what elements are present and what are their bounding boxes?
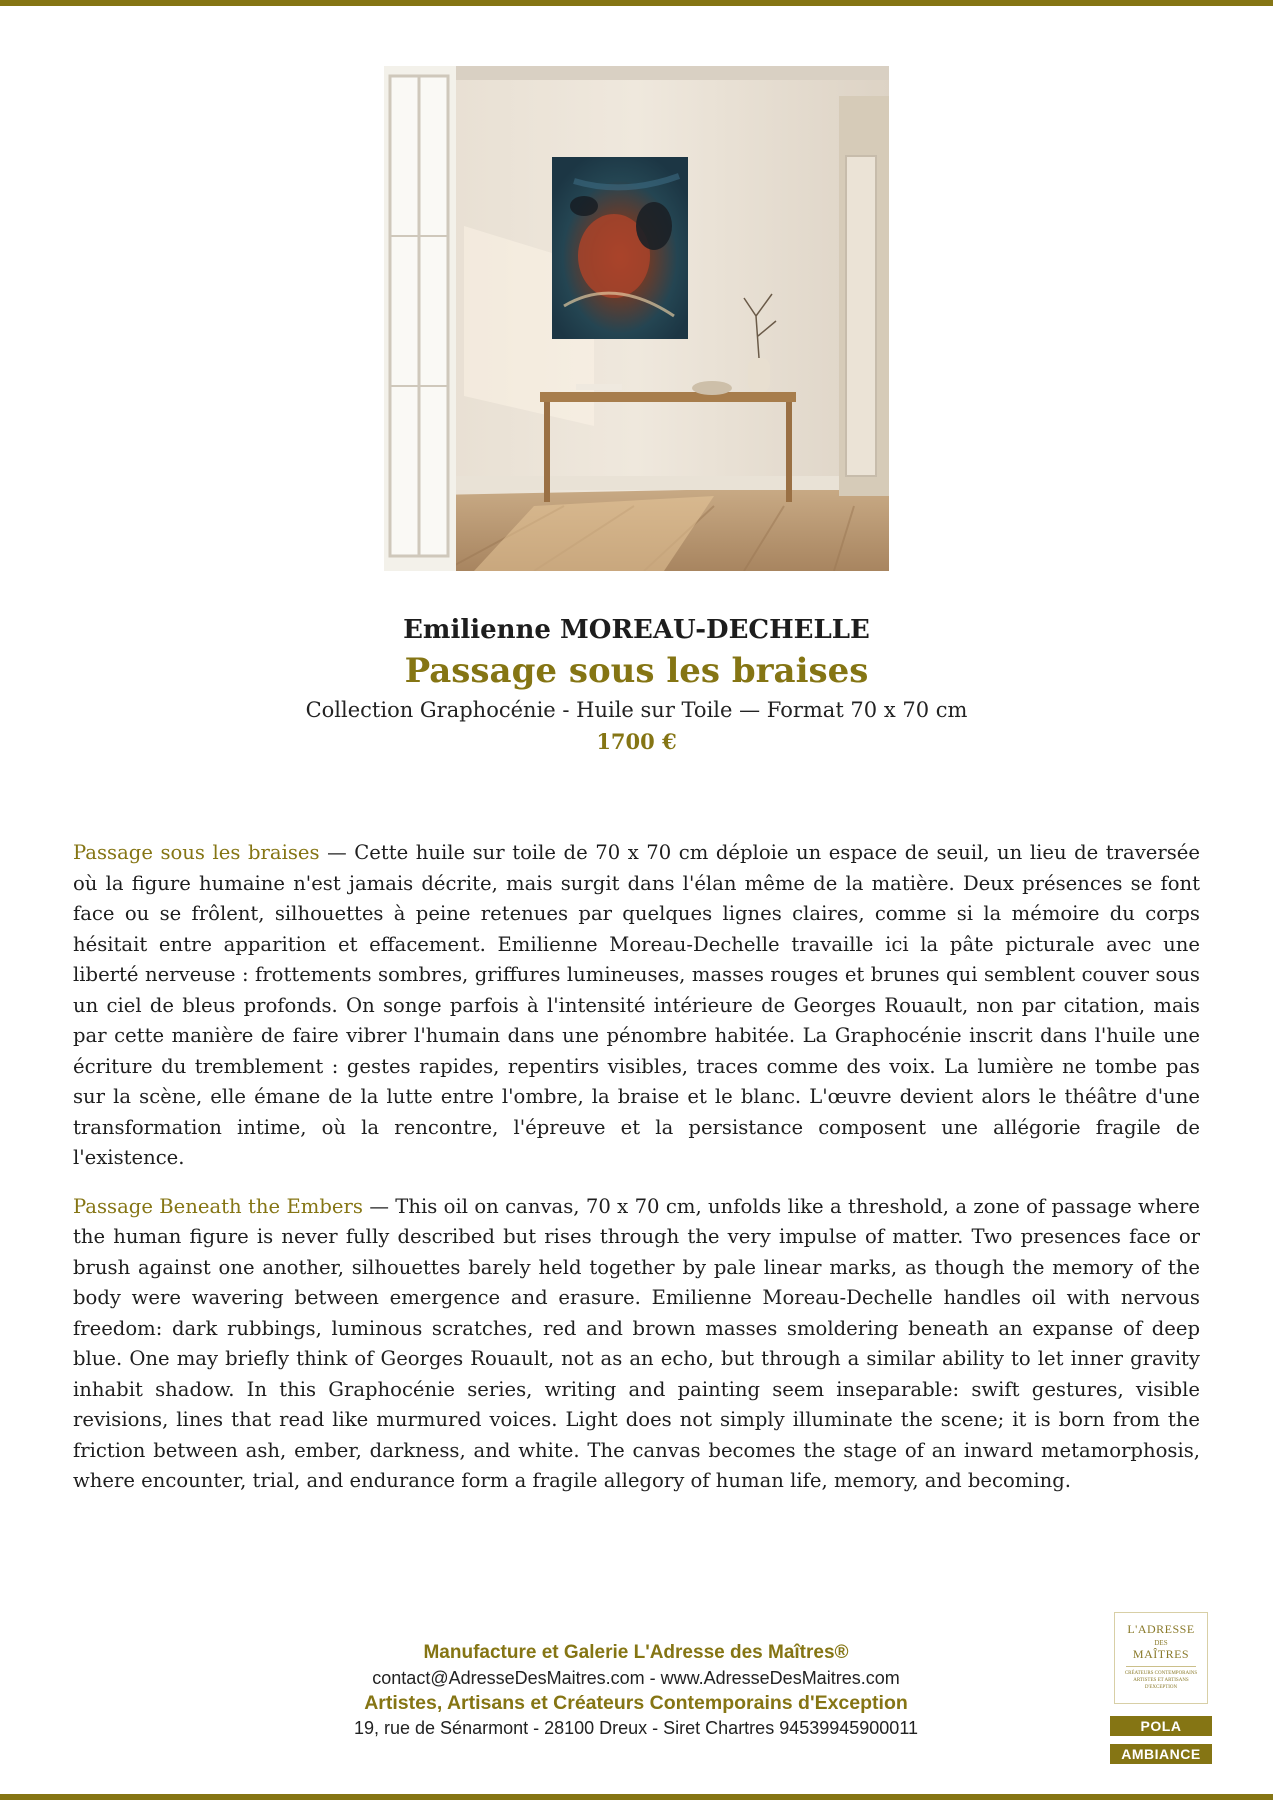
artist-name: Emilienne MOREAU-DECHELLE: [403, 615, 870, 645]
description-english-lead: Passage Beneath the Embers: [73, 1194, 363, 1218]
description-english-body: — This oil on canvas, 70 x 70 cm, unfolds like a threshold, a zone of passage where the human figure is never fully described but rises through the very impulse of matter. Two presences face or brush against one another, silhouettes barely held together by pale linear marks, as though the memory of the body were wavering between emergence and erasure. Emilienne Moreau-Dechelle handles oil with nervous freedom: dark rubbings, luminous scratches, red and brown masses smoldering beneath an expanse of deep blue. One may briefly think of Georges Rouault, not as an echo, but through a similar ability to let inner gravity inhabit shadow. In this Graphocénie series, writing and painting seem inseparable: swift gestures, visible revisions, lines that read like murmured voices. Light does not simply illuminate the scene; it is born from the friction between ash, ember, darkness, and white. The canvas becomes the stage of an inward metamorphosis, where encounter, trial, and endurance form a fragile allegory of human life, memory, and becoming.: [73, 1194, 1200, 1492]
top-rule: [0, 0, 1273, 6]
badge-ambiance: AMBIANCE: [1110, 1744, 1212, 1764]
description-french: [73, 838, 1200, 1174]
artwork-description: [73, 838, 1200, 1515]
bottom-rule: [0, 1794, 1273, 1800]
gallery-logo: L'ADRESSE DES MAÎTRES CRÉATEURS CONTEMPORAINS ARTISTES ET ARTISANS D'EXCEPTION: [1114, 1612, 1208, 1704]
description-english: [73, 1192, 1200, 1497]
gallery-name: Manufacture et Galerie L'Adresse des Maîtres®: [423, 1642, 849, 1663]
badge-pola: POLA: [1110, 1716, 1212, 1736]
gallery-footer: [236, 1640, 1036, 1740]
gallery-contact: contact@AdresseDesMaitres.com - www.AdresseDesMaitres.com: [372, 1668, 900, 1688]
artwork-price: 1700 €: [596, 729, 677, 754]
artwork-details: Collection Graphocénie - Huile sur Toile — Format 70 x 70 cm: [305, 698, 968, 722]
description-french-body: — Cette huile sur toile de 70 x 70 cm déploie un espace de seuil, un lieu de traversée où la figure humaine n'est jamais décrite, mais surgit dans l'élan même de la matière. Deux présences se font face ou se frôlent, silhouettes à peine retenues par quelques lignes claires, comme si la mémoire du corps hésitait entre apparition et effacement. Emilienne Moreau-Dechelle travaille ici la pâte picturale avec une liberté nerveuse : frottements sombres, griffures lumineuses, masses rouges et brunes qui semblent couver sous un ciel de bleus profonds. On songe parfois à l'intensité intérieure de Georges Rouault, non par citation, mais par cette manière de faire vibrer l'humain dans une pénombre habitée. La Graphocénie inscrit dans l'huile une écriture du tremblement : gestes rapides, repentirs visibles, traces comme des voix. La lumière ne tombe pas sur la scène, elle émane de la lutte entre l'ombre, la braise et le blanc. L'œuvre devient alors le théâtre d'une transformation intime, où la rencontre, l'épreuve et la persistance composent une allégorie fragile de l'existence.: [73, 841, 1200, 1169]
description-french-lead: Passage sous les braises: [73, 841, 320, 864]
artwork-title: Passage sous les braises: [404, 651, 869, 691]
artwork-room-photo: [384, 66, 889, 571]
gallery-address: 19, rue de Sénarmont - 28100 Dreux - Siret Chartres 94539945900011: [353, 1718, 919, 1738]
gallery-tagline: Artistes, Artisans et Créateurs Contemporains d'Exception: [364, 1692, 908, 1714]
artwork-header: [0, 612, 1273, 758]
